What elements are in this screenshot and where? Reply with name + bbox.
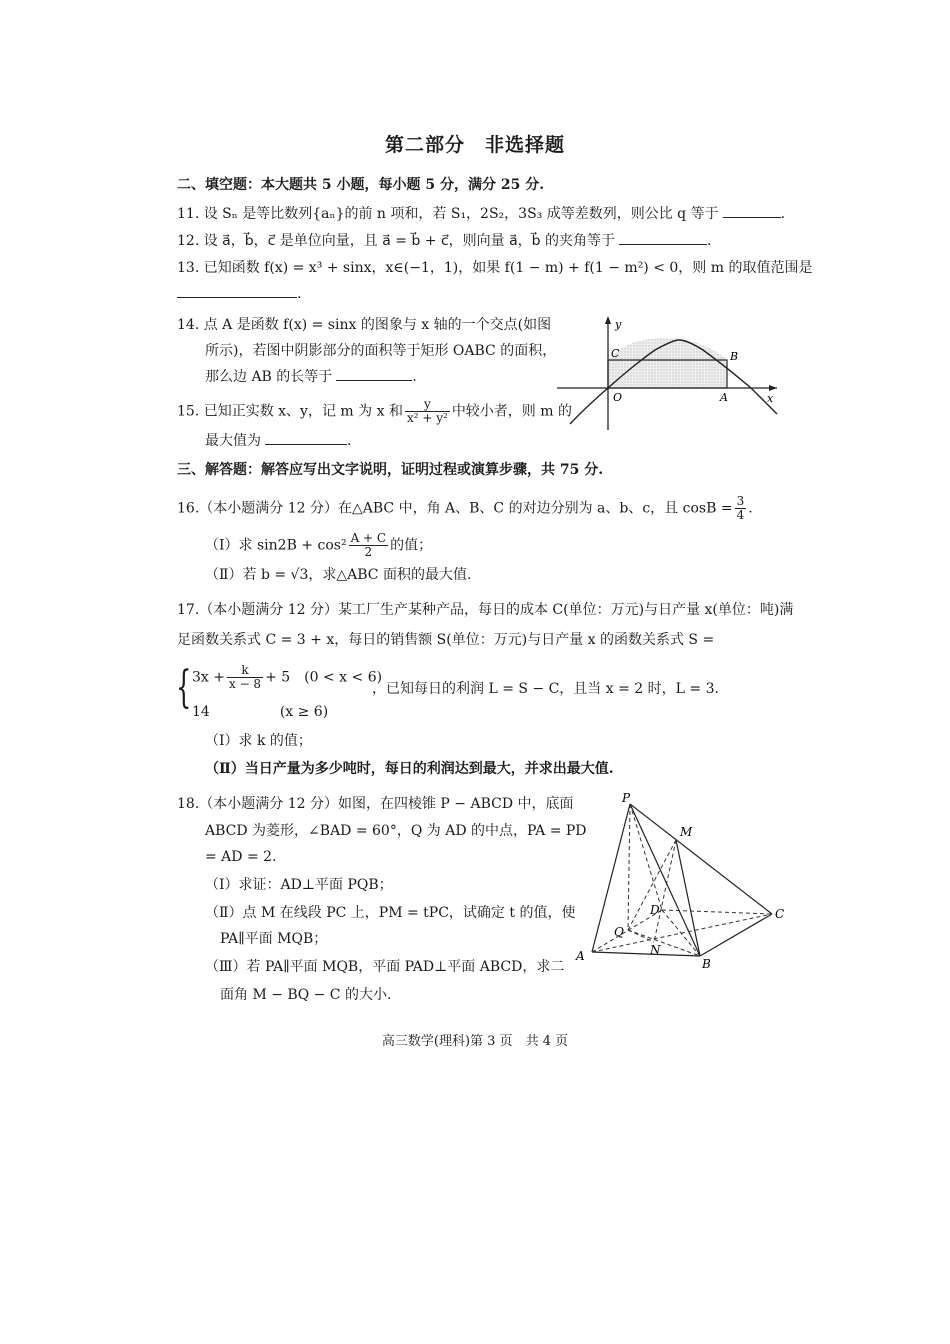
q17-part-2: （Ⅱ）当日产量为多少吨时，每日的利润达到最大，并求出最大值. xyxy=(205,761,614,777)
q16-fraction xyxy=(735,495,747,522)
q15-frac-num: y xyxy=(405,398,450,412)
q18-part-2-line-1: （Ⅱ）点 M 在线段 PC 上，PM = tPC，试确定 t 的值，使 xyxy=(205,905,576,921)
label-A: A xyxy=(576,949,585,963)
label-C: C xyxy=(775,907,785,921)
q16-p1-fraction xyxy=(349,532,389,559)
answer-blank xyxy=(265,432,347,445)
q18-part-1: （Ⅰ）求证：AD⊥平面 PQB； xyxy=(205,877,393,893)
q18-line-1: 18.（本小题满分 12 分）如图，在四棱锥 P − ABCD 中，底面 xyxy=(177,796,574,812)
pyramid-figure xyxy=(570,788,790,978)
question-13-blank-line xyxy=(177,285,301,303)
answer-blank xyxy=(723,205,781,218)
q14-end: . xyxy=(412,369,417,385)
q14-line-3 xyxy=(205,368,417,386)
label-B: B xyxy=(702,957,711,971)
q16-part-2: （Ⅱ）若 b = √3，求△ABC 面积的最大值. xyxy=(205,567,472,583)
edge-MB xyxy=(676,840,700,956)
edge-PC xyxy=(630,804,772,914)
q15-line-1 xyxy=(177,398,572,425)
q11-end: . xyxy=(780,206,786,222)
q14-line-2: 所示)，若图中阴影部分的面积等于矩形 OABC 的面积， xyxy=(205,343,557,359)
answer-blank xyxy=(619,232,707,245)
q17-case1-frac-num: k xyxy=(227,664,263,678)
q16-p1-end: 的值； xyxy=(390,537,433,554)
q15-text-2: 中较小者，则 m 的 xyxy=(451,403,572,420)
q15-text: 15. 已知正实数 x、y，记 m 为 x 和 xyxy=(177,403,403,420)
q16-end: . xyxy=(748,500,753,517)
q17-case-1 xyxy=(192,664,382,691)
q18-part-3-line-2: 面角 M − BQ − C 的大小. xyxy=(220,987,392,1003)
question-12 xyxy=(177,232,711,250)
label-C: C xyxy=(611,347,620,360)
q17-line-1: 17.（本小题满分 12 分）某工厂生产某种产品，每日的成本 C(单位：万元)与日产量 x(单位：吨)满 xyxy=(177,602,794,618)
label-B: B xyxy=(730,350,739,363)
q18-line-2: ABCD 为菱形，∠BAD = 60°，Q 为 AD 的中点，PA = PD xyxy=(205,823,587,839)
q14-text: 那么边 AB 的长等于 xyxy=(205,369,333,385)
q17-case-tail: ，已知每日的利润 L = S − C，且当 x = 2 时，L = 3. xyxy=(372,681,719,697)
q16-p1-text: （Ⅰ）求 sin2B + cos² xyxy=(205,537,347,554)
q17-part-1: （Ⅰ）求 k 的值； xyxy=(205,733,312,749)
label-M: M xyxy=(680,825,693,839)
label-O: O xyxy=(613,391,623,404)
piecewise-brace: { xyxy=(176,662,192,713)
q17-case1-text: 3x + xyxy=(192,669,225,686)
q16-part-1 xyxy=(205,532,432,559)
section3-header: 三、解答题：解答应写出文字说明，证明过程或演算步骤，共 75 分. xyxy=(177,462,604,478)
x-axis-arrow xyxy=(769,385,777,391)
label-A: A xyxy=(720,391,728,404)
y-axis-arrow xyxy=(605,316,611,324)
label-Q: Q xyxy=(614,925,624,939)
label-P: P xyxy=(622,791,631,805)
edge-PD xyxy=(630,804,662,910)
edge-MN xyxy=(654,840,676,942)
question-11 xyxy=(177,205,785,223)
q17-case-2: 14 (x ≥ 6) xyxy=(192,704,329,720)
q16-frac-num: 3 xyxy=(736,494,745,508)
label-x: x xyxy=(767,392,774,405)
sine-area-figure xyxy=(555,312,785,432)
label-D: D xyxy=(650,903,660,917)
q17-case1-fraction xyxy=(227,664,263,691)
q16-p1-frac-num: A + C xyxy=(350,531,387,545)
q13-end: . xyxy=(297,286,302,302)
edge-QN xyxy=(628,930,654,942)
q18-line-3: = AD = 2. xyxy=(205,849,277,865)
answer-blank xyxy=(177,285,297,298)
q17-case1-cond: + 5 (0 < x < 6) xyxy=(265,669,383,686)
q16-text: 16.（本小题满分 12 分）在△ABC 中，角 A、B、C 的对边分别为 a、b、c，且 cosB = xyxy=(177,500,733,517)
label-N: N xyxy=(650,943,661,957)
edge-PQ xyxy=(628,804,630,930)
q12-text: 12. 设 a⃗，b⃗，c⃗ 是单位向量，且 a⃗ = b⃗ + c⃗，则向量 a⃗，b⃗ 的夹角等于 xyxy=(177,233,616,249)
q11-text: 11. 设 Sₙ 是等比数列{aₙ}的前 n 项和，若 S₁，2S₂，3S₃ 成等差数列，则公比 q 等于 xyxy=(177,206,719,222)
q15-text-3: 最大值为 xyxy=(205,433,261,449)
q18-part-3-line-1: （Ⅲ）若 PA∥平面 MQB，平面 PAD⊥平面 ABCD，求二 xyxy=(205,959,565,975)
q18-part-2-line-2: PA∥平面 MQB； xyxy=(220,931,328,947)
section2-header: 二、填空题：本大题共 5 小题，每小题 5 分，满分 25 分. xyxy=(177,177,545,193)
edge-BC xyxy=(700,914,772,956)
q16-line-1 xyxy=(177,495,753,522)
q17-line-2: 足函数关系式 C = 3 + x，每日的销售额 S(单位：万元)与日产量 x 的函数关系式 S = xyxy=(177,632,715,648)
question-13 xyxy=(177,259,812,277)
q15-line-2 xyxy=(205,432,351,450)
page-footer: 高三数学(理科)第 3 页 共 4 页 xyxy=(381,1034,569,1049)
shaded-region xyxy=(608,338,727,388)
edge-AB xyxy=(592,952,700,956)
part-title: 第二部分 非选择题 xyxy=(384,134,565,156)
edge-PA xyxy=(592,804,630,952)
q14-line-1: 14. 点 A 是函数 f(x) = sinx 的图象与 x 轴的一个交点(如图 xyxy=(177,317,552,333)
q17-case1-frac-den: x − 8 xyxy=(228,677,262,691)
label-y: y xyxy=(615,318,622,331)
q16-frac-den: 4 xyxy=(736,508,745,522)
q15-end: . xyxy=(347,433,352,449)
q12-end: . xyxy=(707,233,712,249)
q15-fraction xyxy=(405,398,450,425)
q13-text: 13. 已知函数 f(x) = x³ + sinx，x∈(−1，1)，如果 f(1 − m) + f(1 − m²) < 0，则 m 的取值范围是 xyxy=(177,260,813,276)
q15-frac-den: x² + y² xyxy=(406,411,448,425)
edge-DC xyxy=(662,910,772,914)
answer-blank xyxy=(336,368,412,381)
q16-p1-frac-den: 2 xyxy=(364,545,373,559)
